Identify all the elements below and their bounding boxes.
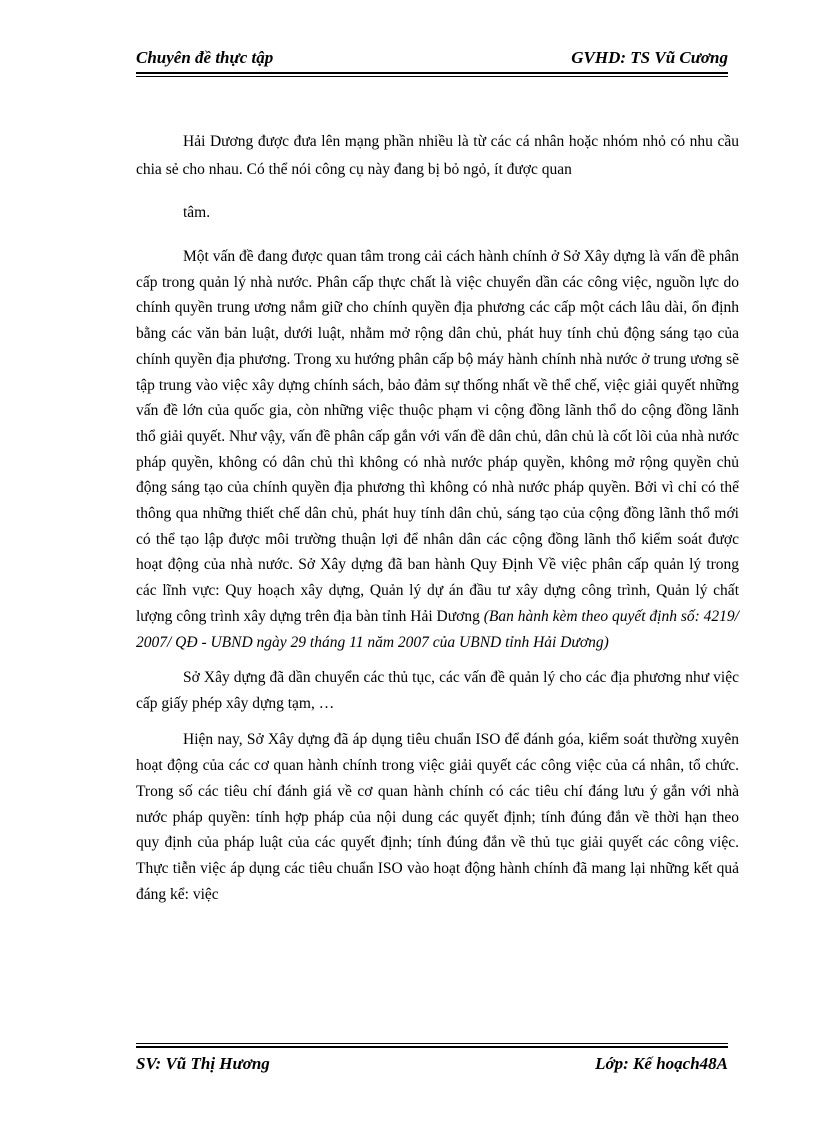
paragraph-2-citation: (Ban hành kèm theo quyết định số: 4219/ 2007/ QĐ - UBND ngày 29 tháng 11 năm 2007 của UBND tỉnh Hải Dương) — [136, 607, 739, 651]
paragraph-1: Hải Dương được đưa lên mạng phần nhiều là từ các cá nhân hoặc nhóm nhỏ có nhu cầu chia sẻ cho nhau. Có thể nói công cụ này đang bị bỏ ngỏ, ít được quan — [136, 133, 739, 178]
header-advisor: GVHD: TS Vũ Cương — [571, 48, 728, 67]
page-header — [136, 48, 728, 70]
footer-class: Lớp: Kế hoạch48A — [595, 1054, 728, 1073]
document-body — [136, 128, 739, 908]
paragraph-2 — [136, 244, 739, 655]
header-rule — [136, 72, 728, 77]
paragraph-4: Hiện nay, Sở Xây dựng đã áp dụng tiêu chuẩn ISO để đánh góa, kiểm soát thường xuyên hoạt động của các cơ quan hành chính trong việc giải quyết các công việc của cá nhân, tổ chức. Trong số các tiêu chí đánh giá về cơ quan hành chính có các tiêu chí đáng lưu ý gắn với nhà nước pháp quyền: tính hợp pháp của nội dung các quyết định; tính đúng đắn về thời hạn theo quy định của pháp luật của các quyết định; tính đúng đắn về thủ tục giải quyết các công việc. Thực tiễn việc áp dụng các tiêu chuẩn ISO vào hoạt động hành chính đã mang lại những kết quả đáng kể: việc — [136, 731, 739, 904]
footer-rule — [136, 1043, 728, 1048]
paragraph-3: Sở Xây dựng đã dần chuyển các thủ tục, các vấn đề quản lý cho các địa phương như việc cấp giấy phép xây dựng tạm, … — [136, 669, 739, 713]
paragraph-2-text: Một vấn đề đang được quan tâm trong cải cách hành chính ở Sở Xây dựng là vấn đề phân cấp trong quản lý nhà nước. Phân cấp thực chất là việc chuyển dần các công việc, nguồn lực do chính quyền trung ương nắm giữ cho chính quyền địa phương các cấp một cách lâu dài, ổn định bằng các văn bản luật, dưới luật, nhằm mở rộng dân chủ, phát huy tính chủ động sáng tạo của chính quyền địa phương. Trong xu hướng phân cấp bộ máy hành chính nhà nước ở trung ương sẽ tập trung vào việc xây dựng chính sách, bảo đảm sự thống nhất về thể chế, việc giải quyết những vấn đề lớn của quốc gia, còn những việc thuộc phạm vi cộng đồng lãnh thổ do cộng đồng lãnh thổ giải quyết. Như vậy, vấn đề phân cấp gắn với vấn đề dân chủ, dân chủ là cốt lõi của nhà nước pháp quyền, không có dân chủ thì không có nhà nước pháp quyền, không mở rộng quyền chủ động sáng tạo của chính quyền địa phương thì không có nhà nước pháp quyền. Bởi vì chỉ có thể thông qua những thiết chế dân chủ, phát huy tính dân chủ, sáng tạo của cộng đồng lãnh thổ mới có thể tạo lập được môi trường thuận lợi để nhân dân các cộng đồng lãnh thổ kiểm soát được hoạt động của nhà nước. Sở Xây dựng đã ban hành Quy Định Về việc phân cấp quản lý trong các lĩnh vực: Quy hoạch xây dựng, Quản lý dự án đầu tư xây dựng công trình, Quản lý chất lượng công trình xây dựng trên địa bàn tỉnh Hải Dương — [136, 248, 739, 625]
page-footer — [136, 1054, 728, 1076]
footer-student: SV: Vũ Thị Hương — [136, 1054, 270, 1073]
paragraph-1-tail: tâm. — [183, 204, 211, 221]
header-title: Chuyên đề thực tập — [136, 48, 274, 67]
